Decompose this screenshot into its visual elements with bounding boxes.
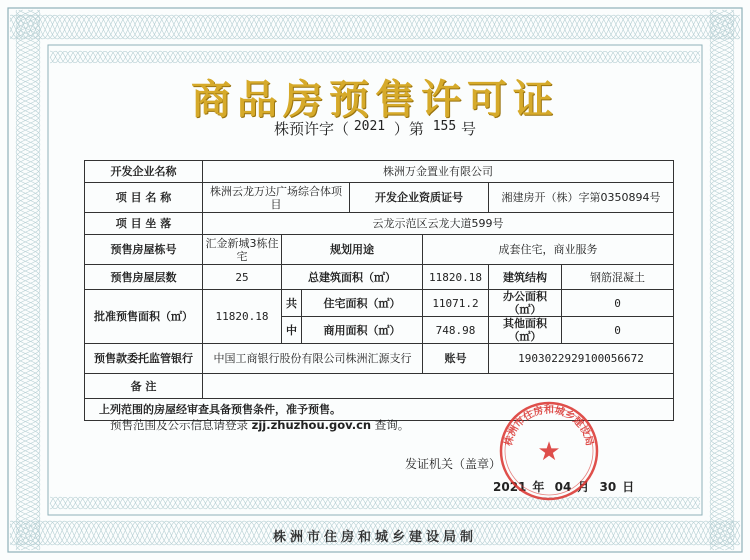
info-website: zjj.zhuzhou.gov.cn — [251, 418, 372, 432]
svg-text:株洲市住房和城乡建设局: 株洲市住房和城乡建设局 — [503, 405, 595, 448]
certificate-title: 商品房预售许可证 — [191, 76, 559, 123]
zhong-char: 中 — [282, 317, 302, 344]
info-prefix: 预售范围及公示信息请登录 — [110, 418, 248, 432]
total-area-value: 11820.18 — [423, 265, 489, 290]
date-year-unit: 年 — [532, 480, 545, 494]
permit-table — [84, 160, 674, 421]
info-suffix: 查询。 — [374, 418, 410, 432]
row-developer — [85, 161, 674, 183]
row-bank — [85, 344, 674, 374]
issuing-bureau: 株洲市住房和城乡建设局制 — [272, 530, 477, 545]
permit-number-line — [0, 118, 750, 139]
account-label: 账号 — [423, 344, 489, 374]
qualification-value: 湘建房开（株）字第0350894号 — [489, 183, 674, 213]
remarks-value — [203, 374, 674, 399]
conditions-text: 上列范围的房屋经审查具备预售条件，准予预售。 — [85, 399, 674, 421]
row-project — [85, 183, 674, 213]
remarks-label: 备 注 — [85, 374, 203, 399]
developer-value: 株洲万金置业有限公司 — [203, 161, 674, 183]
row-remarks — [85, 374, 674, 399]
location-value: 云龙示范区云龙大道599号 — [203, 213, 674, 235]
permit-suffix: 号 — [460, 120, 476, 138]
office-area-label: 办公面积（㎡） — [489, 290, 562, 317]
permit-year: 2021 — [353, 119, 386, 134]
other-area-label: 其他面积（㎡） — [489, 317, 562, 344]
row-location — [85, 213, 674, 235]
date-month-unit: 月 — [577, 480, 590, 494]
date-month: 04 — [554, 480, 572, 494]
date-year: 2021 — [493, 480, 527, 494]
floors-value: 25 — [203, 265, 282, 290]
structure-label: 建筑结构 — [489, 265, 562, 290]
qualification-label: 开发企业资质证号 — [350, 183, 489, 213]
bank-value: 中国工商银行股份有限公司株洲汇源支行 — [203, 344, 423, 374]
date-day-unit: 日 — [622, 480, 635, 494]
issuing-authority: 发证机关（盖章） — [405, 457, 502, 471]
location-label: 项 目 坐 落 — [85, 213, 203, 235]
row-building — [85, 235, 674, 265]
developer-label: 开发企业名称 — [85, 161, 203, 183]
bank-label: 预售款委托监管银行 — [85, 344, 203, 374]
commercial-area-label: 商用面积（㎡） — [302, 317, 423, 344]
use-value: 成套住宅，商业服务 — [423, 235, 674, 265]
total-area-label: 总建筑面积（㎡） — [282, 265, 423, 290]
date-day: 30 — [599, 480, 617, 494]
use-label: 规划用途 — [282, 235, 423, 265]
approved-area-label: 批准预售面积（㎡） — [85, 290, 203, 344]
structure-value: 钢筋混凝土 — [562, 265, 674, 290]
approved-area-value: 11820.18 — [203, 290, 282, 344]
office-area-value: 0 — [562, 290, 674, 317]
building-label: 预售房屋栋号 — [85, 235, 203, 265]
account-value: 1903022929100056672 — [489, 344, 674, 374]
official-seal — [498, 400, 600, 502]
row-floors — [85, 265, 674, 290]
building-value: 汇金新城3栋住宅 — [203, 235, 282, 265]
project-label: 项 目 名 称 — [85, 183, 203, 213]
project-value: 株洲云龙万达广场综合体项目 — [203, 183, 350, 213]
permit-prefix: 株预许字（ — [274, 120, 350, 138]
other-area-value: 0 — [562, 317, 674, 344]
svg-text:★: ★ — [537, 437, 561, 467]
residential-area-label: 住宅面积（㎡） — [302, 290, 423, 317]
residential-area-value: 11071.2 — [423, 290, 489, 317]
info-line — [110, 417, 409, 433]
commercial-area-value: 748.98 — [423, 317, 489, 344]
permit-mid: ）第 — [393, 120, 424, 138]
gong-char: 共 — [282, 290, 302, 317]
floors-label: 预售房屋层数 — [85, 265, 203, 290]
row-area-1 — [85, 290, 674, 317]
permit-number: 155 — [432, 119, 457, 134]
